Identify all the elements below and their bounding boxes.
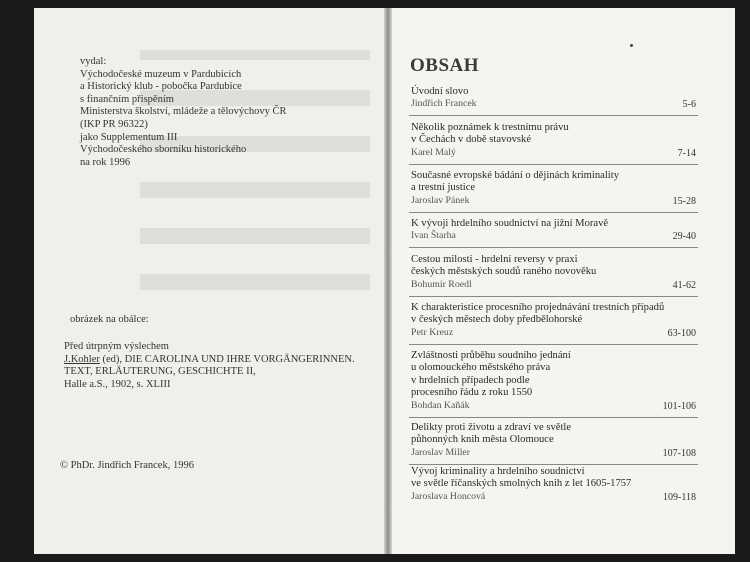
toc-heading: OBSAH bbox=[410, 55, 480, 76]
credit-line-1 bbox=[64, 354, 355, 367]
toc-entry bbox=[411, 218, 696, 242]
toc-entry bbox=[411, 254, 696, 291]
toc-entry-divider bbox=[409, 464, 698, 465]
toc-entry-title: českých městských soudů raného novověku bbox=[411, 266, 597, 278]
publisher-line: Východočeské muzeum v Pardubicích bbox=[80, 68, 242, 80]
toc-entry-title: ve světle říčanských smolných knih z let 1605-1757 bbox=[411, 478, 632, 490]
toc-entry-title: procesního řádu z roku 1550 bbox=[411, 387, 533, 399]
publisher-line: vydal: bbox=[80, 56, 107, 67]
toc-entry-author: Petr Kreuz bbox=[411, 326, 454, 338]
toc-entry-pages: 29-40 bbox=[672, 231, 696, 243]
toc-entry-title: Úvodní slovo bbox=[411, 86, 469, 97]
credit-line-2: TEXT, ERLÄUTERUNG, GESCHICHTE II, bbox=[64, 366, 256, 378]
toc-entry-pages: 101-106 bbox=[662, 400, 696, 412]
publisher-line: (IKP PR 96322) bbox=[80, 118, 148, 130]
toc-entry-pages: 107-108 bbox=[662, 447, 696, 459]
toc-entry-author: Karel Malý bbox=[411, 146, 456, 158]
toc-entry-title: u olomouckého městského práva bbox=[411, 362, 551, 374]
toc-entry-divider bbox=[409, 296, 698, 297]
toc-entry-title: v Čechách v době stavovské bbox=[411, 134, 532, 146]
toc-entry-divider bbox=[409, 115, 698, 116]
copyright-notice: © PhDr. Jindřich Francek, 1996 bbox=[60, 460, 194, 471]
toc-entry-title: K charakteristice procesního projednávání trestních případů bbox=[411, 302, 665, 313]
toc-entry-pages: 41-62 bbox=[672, 279, 696, 291]
publisher-line: s finančním přispěním bbox=[80, 93, 174, 105]
toc-entry-pages: 5-6 bbox=[682, 99, 696, 111]
speck-mark bbox=[630, 44, 633, 47]
toc-entry-author: Bohumír Roedl bbox=[411, 278, 472, 290]
cover-image-credit bbox=[64, 341, 355, 391]
toc-entry-pages: 63-100 bbox=[667, 327, 696, 339]
toc-entry bbox=[411, 466, 696, 503]
toc-entry bbox=[411, 422, 696, 459]
credit-intro: Před útrpným výslechem bbox=[64, 341, 169, 352]
toc-entry-divider bbox=[409, 247, 698, 248]
publisher-info bbox=[80, 56, 286, 169]
toc-entry-title: Současné evropské bádání o dějinách kriminality bbox=[411, 170, 619, 181]
toc-entry-author: Jaroslav Pánek bbox=[411, 194, 470, 206]
publisher-line: na rok 1996 bbox=[80, 156, 131, 168]
publisher-line: Východočeského sborníku historického bbox=[80, 144, 247, 156]
credit-line-3: Halle a.S., 1902, s. XLIII bbox=[64, 378, 171, 390]
publisher-line: a Historický klub - pobočka Pardubice bbox=[80, 81, 242, 93]
toc-entry-pages: 109-118 bbox=[663, 491, 696, 503]
toc-entry bbox=[411, 122, 696, 159]
cover-label: obrázek na obálce: bbox=[70, 314, 149, 325]
toc-entry-title: Vývoj kriminality a hrdelního soudnictví bbox=[411, 466, 585, 477]
credit-author: J.Kohler bbox=[64, 353, 100, 365]
toc-entry-title: Delikty proti životu a zdraví ve světle bbox=[411, 422, 572, 433]
toc-entry-pages: 15-28 bbox=[672, 195, 696, 207]
toc-entry-title: a trestní justice bbox=[411, 182, 476, 194]
credit-line1-rest: (ed), DIE CAROLINA UND IHRE VORGÄNGERINNEN. bbox=[99, 353, 355, 365]
book-spine bbox=[384, 8, 392, 554]
toc-entry bbox=[411, 86, 696, 110]
toc-entry-author: Jaroslava Honcová bbox=[411, 490, 486, 502]
toc-entry-divider bbox=[409, 164, 698, 165]
toc-entry-title: v hrdelních případech podle bbox=[411, 374, 530, 386]
toc-entry-title: Cestou milosti - hrdelní reversy v praxi bbox=[411, 254, 578, 265]
toc-entry-title: K vývoji hrdelního soudnictví na jižní Moravě bbox=[411, 218, 609, 229]
toc-entry-title: Zvláštnosti průběhu soudního jednání bbox=[411, 350, 571, 361]
toc-entry-author: Bohdan Kaňák bbox=[411, 399, 470, 411]
toc-entry-pages: 7-14 bbox=[677, 147, 696, 159]
toc-entry bbox=[411, 170, 696, 207]
toc-entry-title: v českých městech doby předbělohorské bbox=[411, 314, 583, 326]
toc-entry-author: Ivan Štarha bbox=[411, 230, 456, 242]
toc-entry-divider bbox=[409, 417, 698, 418]
publisher-line: Ministerstva školství, mládeže a tělovýchovy ČR bbox=[80, 106, 287, 118]
toc-entry-author: Jaroslav Miller bbox=[411, 446, 471, 458]
toc-entry-author: Jindřich Francek bbox=[411, 98, 477, 110]
toc-entry-title: půhonných knih města Olomouce bbox=[411, 434, 554, 446]
toc-entry bbox=[411, 350, 696, 412]
toc-entry-divider bbox=[409, 212, 698, 213]
toc-entry-title: Několik poznámek k trestnímu právu bbox=[411, 122, 569, 133]
toc-entry bbox=[411, 302, 696, 339]
publisher-line: jako Supplementum III bbox=[80, 131, 178, 143]
toc-entry-divider bbox=[409, 344, 698, 345]
